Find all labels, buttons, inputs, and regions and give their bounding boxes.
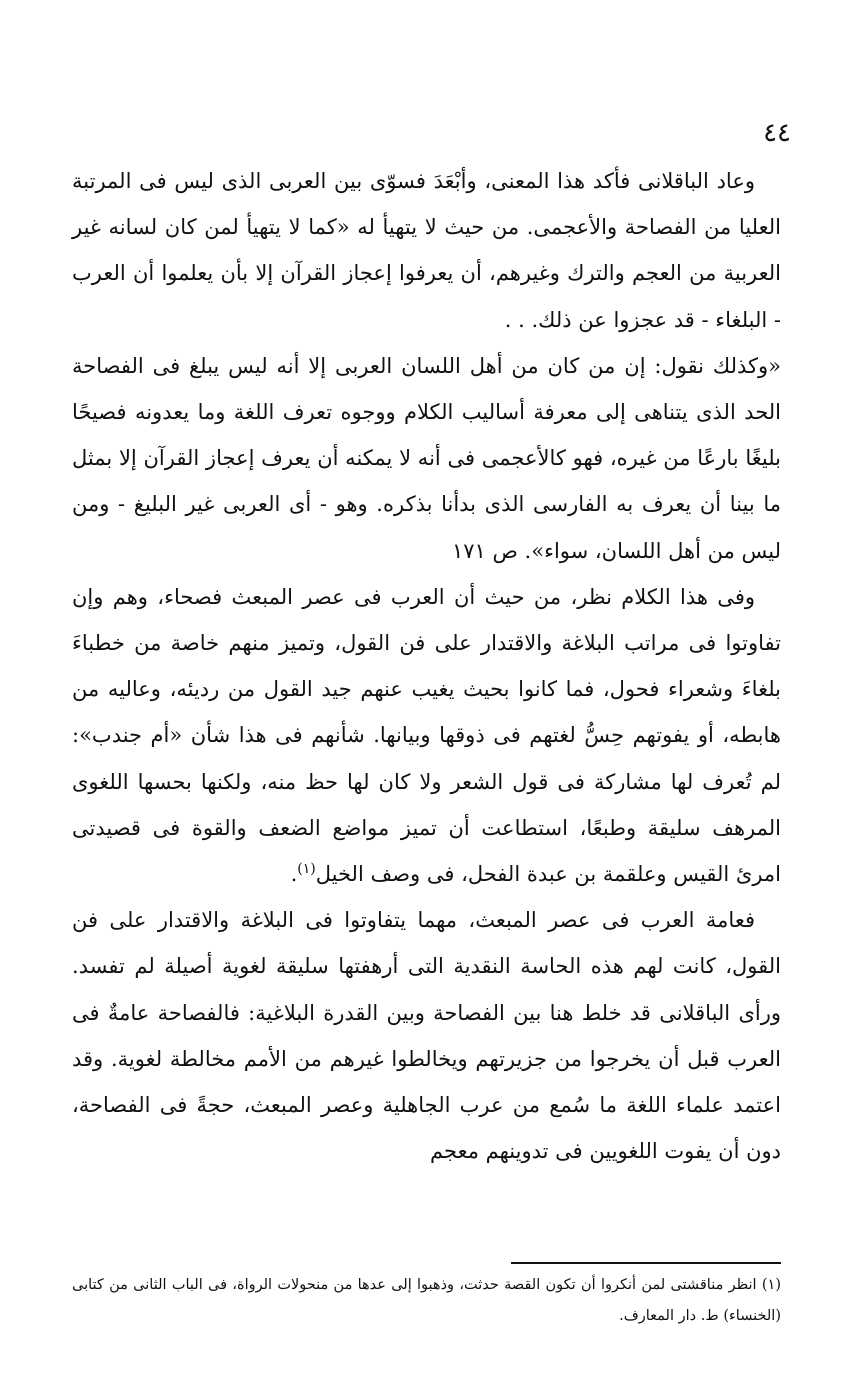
footnote-marker: (١) xyxy=(297,861,316,878)
paragraph-3-text: وفى هذا الكلام نظر، من حيث أن العرب فى عصر المبعث فصحاء، وهم وإن تفاوتوا فى مراتب البلاغة والاقتدار على فن القول، وتميز منهم خاصة من خطباءَ بلغاءَ وشعراء فحول، فما كانوا بحيث يغيب عنهم جيد القول من رديئه، وعاليه من هابطه، أو يفوتهم حِسُّ لغتهم فى ذوقها وبيانها. شأنهم فى هذا شأن «أم جندب»: لم تُعرف لها مشاركة فى قول الشعر ولا كان لها حظ منه، ولكنها بحسها اللغوى المرهف سليقة وطبعًا، استطاعت أن تميز مواضع الضعف والقوة فى قصيدتى امرئ القيس وعلقمة بن عبدة الفحل، فى وصف الخيل xyxy=(72,584,781,887)
paragraph-2-quote xyxy=(72,343,781,574)
paragraph-4: فعامة العرب فى عصر المبعث، مهما يتفاوتوا فى البلاغة والاقتدار على فن القول، كانت لهم هذه الحاسة النقدية التى أرهفتها سليقة لغوية أصيلة لم تفسد. ورأى الباقلانى قد خلط هنا بين الفصاحة وبين القدرة البلاغية: فالفصاحة عامةٌ فى العرب قبل أن يخرجوا من جزيرتهم ويخالطوا غيرهم من الأمم مخالطة لغوية. وقد اعتمد علماء اللغة ما سُمع من عرب الجاهلية وعصر المبعث، حجةً فى الفصاحة، دون أن يفوت اللغويين فى تدوينهم معجم xyxy=(72,908,781,1164)
page-number: ٤٤ xyxy=(763,118,791,148)
footnote-1: (١) انظر مناقشتى لمن أنكروا أن تكون القصة حدثت، وذهبوا إلى عدها من منحولات الرواة، فى الباب الثانى من كتابى (الخنساء) ط. دار المعارف. xyxy=(72,1277,781,1324)
page-reference: ص ١٧١ xyxy=(451,538,518,563)
paragraph-3-end: . xyxy=(290,862,298,887)
quote-text: «وكذلك نقول: إن من كان من أهل اللسان العربى إلا أنه ليس يبلغ فى الفصاحة الحد الذى يتناهى إلى معرفة أساليب الكلام ووجوه تعرف اللغة وما يعدونه فصيحًا بليغًا بارعًا من غيره، فهو كالأعجمى فى أنه لا يمكنه أن يعرف إعجاز القرآن إلا بمثل ما بينا أن يعرف به الفارسى الذى بدأنا بذكره. وهو - أى العربى غير البليغ - ومن ليس من أهل اللسان، سواء». xyxy=(72,353,781,563)
paragraph-1: وعاد الباقلانى فأكد هذا المعنى، وأبْعَدَ فسوّى بين العربى الذى ليس فى المرتبة العليا من الفصاحة والأعجمى. من حيث لا يتهيأ له «كما لا يتهيأ لمن كان لسانه غير العربية من العجم والترك وغيرهم، أن يعرفوا إعجاز القرآن إلا بأن يعلموا أن العرب - البلغاء - قد عجزوا عن ذلك. . . xyxy=(72,169,781,332)
main-text xyxy=(72,158,781,1174)
footnote-separator xyxy=(511,1262,781,1264)
footnotes xyxy=(72,1270,781,1332)
paragraph-3 xyxy=(72,574,781,897)
